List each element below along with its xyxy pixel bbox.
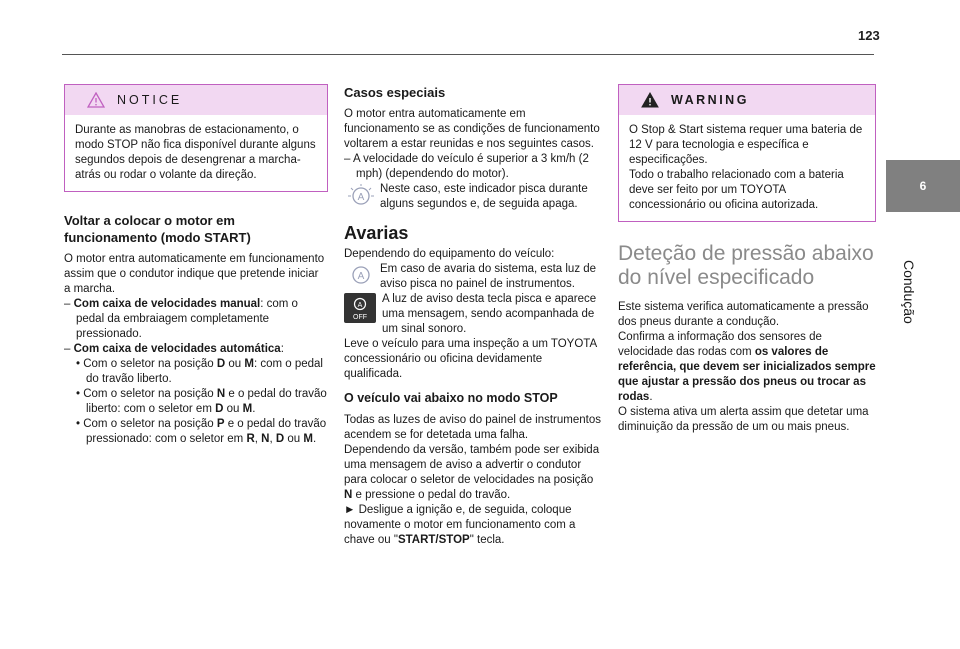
off-label: OFF: [353, 314, 367, 321]
chapter-tab[interactable]: 6: [886, 160, 960, 212]
gear: M: [244, 358, 254, 370]
auto-item: [64, 342, 328, 357]
faults-heading: Avarias: [344, 223, 409, 243]
bullet-item: • Com o seletor na posição D ou M: com o pedal do travão liberto.: [76, 358, 323, 385]
off-button-text: A luz de aviso desta tecla pisca e aparece uma mensagem, sendo acompanhada de um sinal sonoro.: [382, 293, 597, 335]
dash: –: [64, 298, 71, 310]
fault-indicator-line: [344, 262, 602, 292]
bullet-item: • Com o seletor na posição N e o pedal do travão liberto: com o seletor em D ou M.: [76, 388, 327, 415]
special-cases-heading: Casos especiais: [344, 85, 446, 100]
manual-item: [64, 297, 328, 342]
bullet-text: ou: [284, 433, 304, 445]
warning-title: WARNING: [671, 92, 749, 107]
arrow-icon: ►: [344, 504, 356, 516]
column-right: [618, 84, 876, 435]
auto-text: :: [280, 343, 284, 355]
gear: N: [261, 433, 270, 445]
tyre-text-2-bold: os valores de referência, que devem ser inicializados sempre que ajustar a pressão dos pneus ou trocar as rodas: [618, 346, 876, 403]
start-stop-key: START/STOP: [397, 534, 470, 546]
gear: N: [216, 388, 226, 400]
faults-intro: Dependendo do equipamento do veículo:: [344, 248, 555, 260]
indicator-text: Neste caso, este indicador pisca durante alguns segundos e, de seguida apaga.: [380, 183, 588, 210]
warning-text: O Stop & Start sistema requer uma bateria de 12 V para tecnologia e específica e especificações.: [629, 124, 863, 166]
stall-text-2b: e pressione o pedal do travão.: [352, 489, 511, 501]
column-left: [64, 84, 328, 447]
warning-triangle-icon: [641, 92, 659, 108]
manual-label: Com caixa de velocidades manual: [73, 298, 261, 310]
restart-heading: Voltar a colocar o motor em funcionamento (modo START): [64, 213, 251, 245]
tyre-text-2: [618, 330, 876, 405]
bullet-text: e o pedal do travão pressionado: com o seletor em: [86, 418, 327, 445]
bullet-text: ,: [254, 433, 262, 445]
warning-header: [619, 85, 875, 115]
stall-text-1: Todas as luzes de aviso do painel de instrumentos acendem se for detetada uma falha.: [344, 414, 601, 441]
column-middle: [344, 84, 602, 548]
svg-text:A: A: [357, 271, 365, 282]
notice-header: [65, 85, 327, 115]
auto-label: Com caixa de velocidades automática: [73, 343, 281, 355]
svg-text:A: A: [357, 302, 363, 309]
fault-indicator-text: Em caso de avaria do sistema, esta luz de aviso pisca no painel de instrumentos.: [380, 263, 597, 290]
bullet-item: • Com o seletor na posição P e o pedal do travão pressionado: com o seletor em R, N, D ou M.: [76, 418, 327, 445]
bullet-text: e o pedal do travão liberto: com o seletor em: [86, 388, 327, 415]
warning-text-2: Todo o trabalho relacionado com a bateria deve ser feito por um TOYOTA concessionário ou oficina autorizada.: [629, 169, 844, 211]
stall-action-end: " tecla.: [469, 534, 505, 546]
stall-heading: O veículo vai abaixo no modo STOP: [344, 391, 558, 405]
gear: D: [216, 358, 226, 370]
bullet-text: ,: [269, 433, 276, 445]
gear: M: [242, 403, 253, 415]
stop-start-fault-icon: [346, 263, 376, 287]
bullet-text: : com o pedal do travão liberto.: [86, 358, 323, 385]
bullet-text: .: [312, 433, 317, 445]
bullet-text: ou: [225, 358, 245, 370]
stall-text-2a: Dependendo da versão, também pode ser exibida uma mensagem de aviso a advertir o condutor para colocar o seletor de velocidades na posição: [344, 444, 600, 486]
gear: R: [246, 433, 255, 445]
warning-box: [618, 84, 876, 222]
dash: –: [64, 343, 71, 355]
svg-text:A: A: [357, 192, 365, 203]
bullet-text: Com o seletor na posição: [83, 358, 217, 370]
bullet-text: Com o seletor na posição: [83, 388, 217, 400]
gear: M: [303, 433, 313, 445]
stop-start-off-button-icon: [344, 293, 376, 323]
tyre-text-2a: Confirma a informação dos sensores de velocidade das rodas com: [618, 331, 822, 358]
stop-start-indicator-icon: [346, 183, 376, 209]
page-number: 123: [858, 28, 880, 43]
stall-text-2: [344, 443, 602, 503]
header-rule: [62, 54, 874, 55]
notice-title: NOTICE: [117, 92, 183, 107]
stall-action-text: Desligue a ignição e, de seguida, coloque novamente o motor em funcionamento com a chave ou ": [344, 504, 576, 546]
notice-box: [64, 84, 328, 192]
bullet-text: .: [252, 403, 256, 415]
manual-text: : com o pedal da embraiagem completamente pressionado.: [76, 298, 298, 340]
restart-intro: O motor entra automaticamente em funcionamento assim que o condutor indique que pretende iniciar a marcha.: [64, 253, 325, 295]
tyre-text-2-end: .: [649, 391, 653, 403]
gear: N: [344, 489, 353, 501]
inspection-text: Leve o veículo para uma inspeção a um TOYOTA concessionário ou oficina devidamente qualificada.: [344, 338, 597, 380]
tyre-pressure-heading: Deteção de pressão abaixo do nível especificado: [618, 242, 874, 289]
special-cases-text: O motor entra automaticamente em funcionamento se as condições de funcionamento voltarem a estar reunidas e nos seguintes casos.: [344, 108, 600, 150]
gear: D: [215, 403, 224, 415]
tyre-text-3: O sistema ativa um alerta assim que detetar uma diminuição da pressão de um ou mais pneus.: [618, 406, 869, 433]
bullet-text: ou: [223, 403, 243, 415]
speed-item: – A velocidade do veículo é superior a 3 km/h (2 mph) (dependendo do motor).: [344, 153, 589, 180]
indicator-line: [344, 182, 602, 212]
chapter-label: Condução: [901, 260, 917, 324]
warning-triangle-icon: [87, 92, 105, 108]
stall-action: [344, 503, 602, 548]
bullet-text: Com o seletor na posição: [83, 418, 217, 430]
gear: P: [216, 418, 225, 430]
notice-text: Durante as manobras de estacionamento, o modo STOP não fica disponível durante alguns segundos depois de desengrenar a marcha-atrás ou rodar o volante da direção.: [75, 124, 316, 181]
gear: D: [275, 433, 285, 445]
tyre-text-1: Este sistema verifica automaticamente a pressão dos pneus durante a condução.: [618, 301, 869, 328]
off-button-line: [344, 292, 602, 337]
